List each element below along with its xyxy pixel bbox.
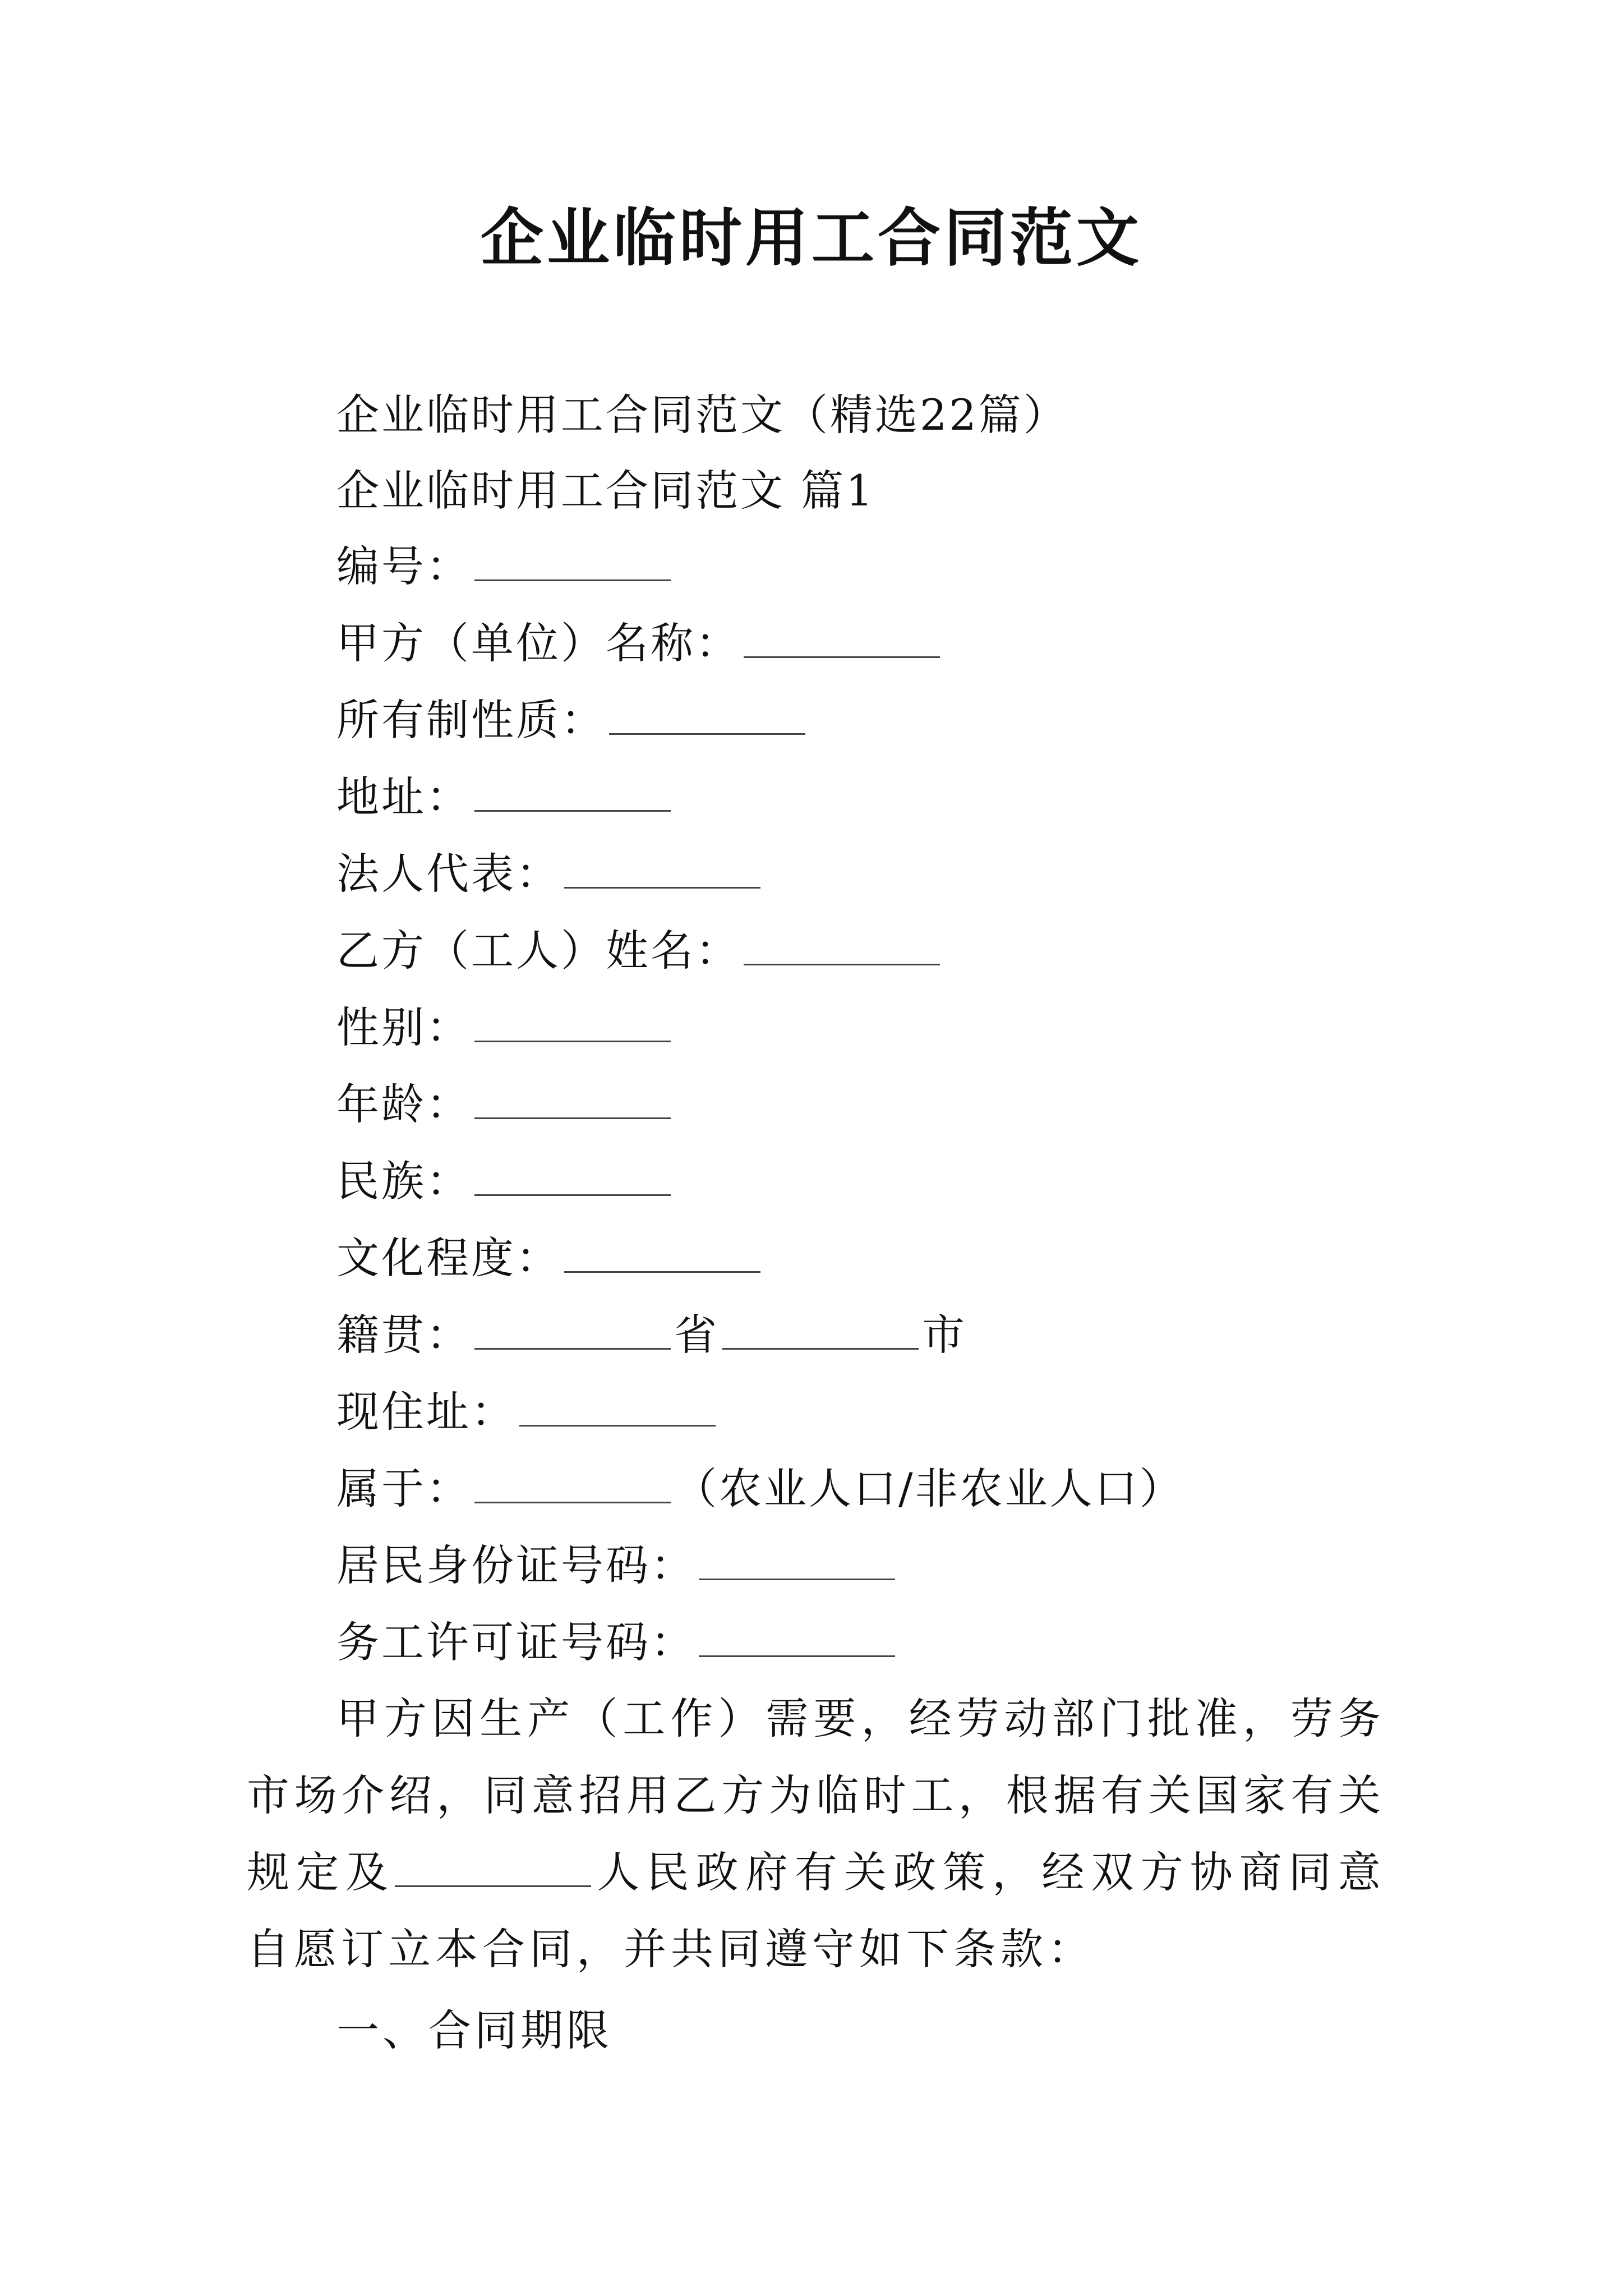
field-address: [336, 769, 674, 825]
field-education: [336, 1230, 764, 1286]
field-label: 务工许可证号码：: [336, 1617, 695, 1667]
document-title: 企业临时用工合同范文: [481, 201, 1142, 275]
blank-line: [744, 931, 940, 965]
subtitle: 企业临时用工合同范文（精选22篇）: [336, 390, 1068, 440]
field-id-number: [336, 1538, 898, 1594]
blank-line: [744, 624, 940, 658]
field-label: 乙方（工人）姓名：: [336, 926, 740, 976]
field-label: 所有制性质：: [336, 695, 606, 745]
field-ethnicity: [336, 1153, 674, 1209]
field-label: 法人代表：: [336, 849, 561, 899]
blank-line: [474, 1469, 671, 1503]
field-label: 编号：: [336, 541, 471, 591]
blank-line: [474, 1008, 671, 1042]
blank-line: [474, 1315, 671, 1350]
blank-line: [395, 1853, 591, 1887]
city-label: 市: [922, 1310, 967, 1360]
field-label: 年龄：: [336, 1079, 471, 1129]
blank-line: [474, 1162, 671, 1196]
field-gender: [336, 1000, 674, 1056]
province-label: 省: [674, 1310, 719, 1360]
blank-line: [564, 854, 760, 889]
blank-line: [722, 1315, 919, 1350]
blank-line: [699, 1546, 895, 1580]
field-label: 文化程度：: [336, 1233, 561, 1283]
field-label: 地址：: [336, 772, 471, 822]
field-label: 甲方（单位）名称：: [336, 618, 740, 668]
field-native-place: [336, 1307, 967, 1363]
field-label: 性别：: [336, 1002, 471, 1052]
blank-line: [474, 547, 671, 581]
blank-line: [519, 1392, 716, 1427]
field-legal-rep: [336, 846, 764, 902]
blank-line: [699, 1623, 895, 1657]
field-label: 民族：: [336, 1156, 471, 1206]
blank-line: [474, 777, 671, 812]
field-work-permit: [336, 1614, 898, 1671]
field-label: 属于：: [336, 1464, 471, 1513]
field-ownership: [336, 692, 809, 748]
field-current-address: [336, 1384, 719, 1440]
intro-paragraph: [247, 1680, 1385, 1987]
field-label: 籍贯：: [336, 1310, 471, 1360]
field-belongs: [336, 1461, 1184, 1517]
blank-line: [474, 1085, 671, 1119]
article-heading: 企业临时用工合同范文 篇1: [336, 466, 875, 516]
blank-line: [564, 1239, 760, 1273]
field-label: 居民身份证号码：: [336, 1540, 695, 1590]
field-age: [336, 1076, 674, 1133]
paragraph-text-2: 人民政府有关政策，经双方协商同意自愿订立本合同，并共同遵守如下条款：: [247, 1847, 1386, 1974]
field-party-a-name: [336, 615, 943, 671]
blank-line: [609, 701, 805, 735]
paragraph-text-1: 甲方因生产（工作）需要，经劳动部门批准，劳务市场介绍，同意招用乙方为临时工，根据有关国家有关规定及: [247, 1694, 1385, 1897]
belongs-options: （农业人口/非农业人口）: [674, 1464, 1184, 1513]
field-label: 现住址：: [336, 1387, 516, 1437]
field-party-b-name: [336, 923, 943, 979]
field-serial-number: [336, 539, 674, 595]
section-heading: 一、合同期限: [336, 2005, 612, 2055]
